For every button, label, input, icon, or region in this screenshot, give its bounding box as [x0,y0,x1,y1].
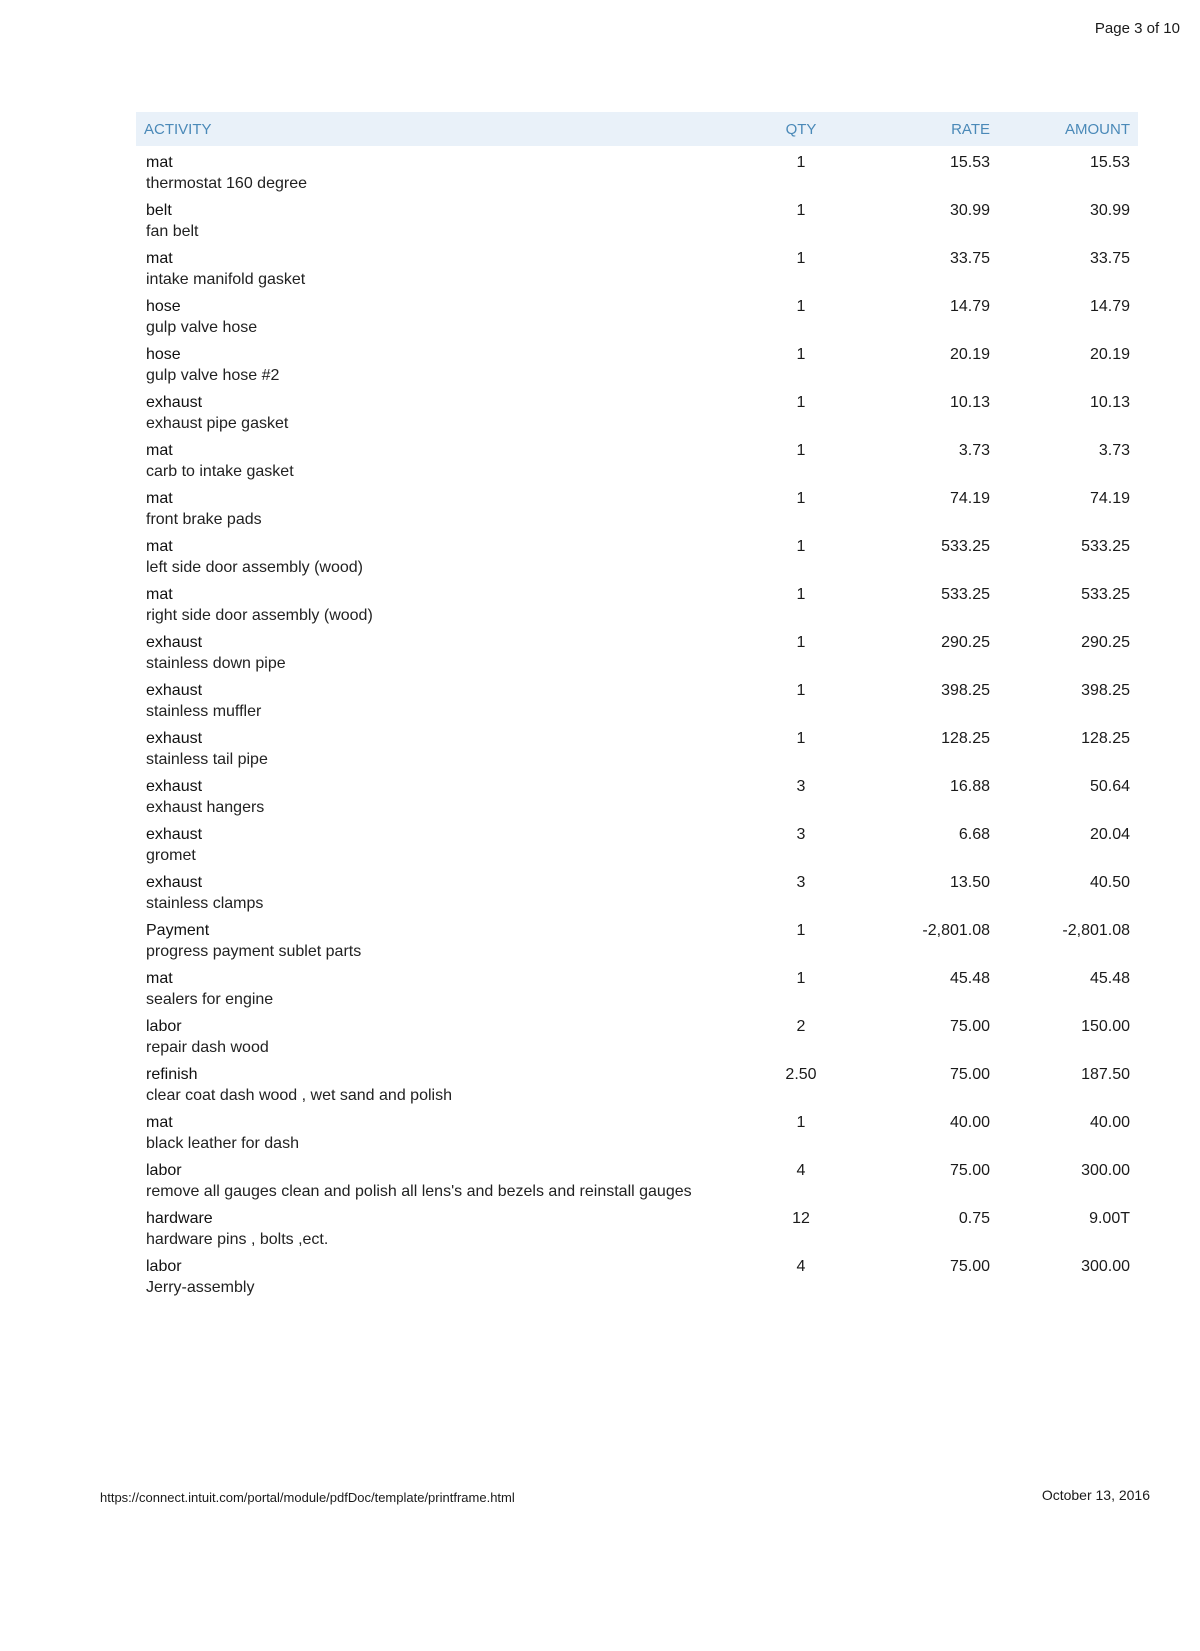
item-name: labor [146,1018,182,1035]
rate-cell: 45.48 [949,970,990,987]
item-description: left side door assembly (wood) [146,559,363,576]
footer-url: https://connect.intuit.com/portal/module/pdfDoc/template/printframe.html [100,1490,515,1505]
item-name: hose [146,346,181,363]
item-name: mat [146,250,173,267]
item-name: mat [146,490,173,507]
item-description: exhaust hangers [146,799,265,816]
item-name: exhaust [146,874,203,891]
amount-cell: 20.04 [1089,826,1130,843]
rate-cell: -2,801.08 [922,922,990,939]
item-description: gulp valve hose [146,319,258,336]
header-activity: ACTIVITY [144,120,212,138]
item-description: stainless clamps [146,895,264,912]
table-row [136,1016,1138,1058]
amount-cell: 290.25 [1081,634,1130,651]
qty-cell: 1 [796,394,806,411]
qty-cell: 1 [796,346,806,363]
item-name: mat [146,970,173,987]
amount-cell: 10.13 [1089,394,1130,411]
activity-cell [136,728,746,770]
qty-cell: 1 [796,442,806,459]
item-name: exhaust [146,394,203,411]
activity-cell [136,1208,746,1250]
item-description: intake manifold gasket [146,271,306,288]
qty-cell: 1 [796,586,806,603]
rate-cell: 75.00 [949,1258,990,1275]
table-row [136,1064,1138,1106]
rate-cell: 533.25 [941,586,990,603]
activity-cell [136,536,746,578]
item-description: exhaust pipe gasket [146,415,289,432]
table-row [136,152,1138,194]
activity-cell [136,824,746,866]
amount-cell: 128.25 [1081,730,1130,747]
amount-cell: 398.25 [1081,682,1130,699]
table-row [136,1256,1138,1298]
rate-cell: 15.53 [949,154,990,171]
table-row [136,968,1138,1010]
item-description: Jerry-assembly [146,1279,255,1296]
item-name: labor [146,1258,182,1275]
rate-cell: 33.75 [949,250,990,267]
rate-cell: 16.88 [949,778,990,795]
qty-cell: 3 [796,826,806,843]
rate-cell: 74.19 [949,490,990,507]
item-name: mat [146,586,173,603]
activity-cell [136,152,746,194]
item-description: fan belt [146,223,199,240]
qty-cell: 1 [796,154,806,171]
table-row [136,872,1138,914]
amount-cell: 533.25 [1081,538,1130,555]
item-description: gromet [146,847,196,864]
activity-cell [136,344,746,386]
amount-cell: 20.19 [1089,346,1130,363]
qty-cell: 1 [796,202,806,219]
rate-cell: 3.73 [958,442,990,459]
table-row [136,1208,1138,1250]
activity-cell [136,392,746,434]
item-description: black leather for dash [146,1135,299,1152]
amount-cell: 3.73 [1098,442,1130,459]
rate-cell: 75.00 [949,1066,990,1083]
qty-cell: 1 [796,1114,806,1131]
table-row [136,680,1138,722]
table-row [136,920,1138,962]
activity-cell [136,776,746,818]
activity-cell [136,680,746,722]
activity-cell [136,440,746,482]
header-qty: QTY [785,120,817,138]
page-number: Page 3 of 10 [1094,20,1180,37]
rate-cell: 0.75 [958,1210,990,1227]
table-row [136,488,1138,530]
rate-cell: 13.50 [949,874,990,891]
item-name: belt [146,202,172,219]
activity-cell [136,248,746,290]
item-description: repair dash wood [146,1039,269,1056]
rate-cell: 40.00 [949,1114,990,1131]
item-description: right side door assembly (wood) [146,607,373,624]
item-description: thermostat 160 degree [146,175,307,192]
rate-cell: 75.00 [949,1162,990,1179]
qty-cell: 2 [796,1018,806,1035]
activity-cell [136,1112,746,1154]
item-name: exhaust [146,634,203,651]
amount-cell: 533.25 [1081,586,1130,603]
rate-cell: 14.79 [949,298,990,315]
qty-cell: 1 [796,682,806,699]
table-row [136,392,1138,434]
qty-cell: 1 [796,634,806,651]
activity-cell [136,1256,746,1298]
activity-cell [136,1064,746,1106]
item-name: hardware [146,1210,213,1227]
table-row [136,440,1138,482]
table-row [136,1160,1138,1202]
amount-cell: 9.00T [1089,1210,1130,1227]
qty-cell: 3 [796,778,806,795]
item-description: gulp valve hose #2 [146,367,280,384]
amount-cell: 300.00 [1081,1162,1130,1179]
amount-cell: 15.53 [1089,154,1130,171]
qty-cell: 4 [796,1258,806,1275]
qty-cell: 1 [796,490,806,507]
amount-cell: 40.50 [1089,874,1130,891]
table-body [136,152,1138,1298]
item-description: stainless tail pipe [146,751,268,768]
table-row [136,248,1138,290]
amount-cell: 150.00 [1081,1018,1130,1035]
table-header [136,112,1138,146]
amount-cell: 300.00 [1081,1258,1130,1275]
table-row [136,632,1138,674]
table-row [136,344,1138,386]
activity-cell [136,920,746,962]
amount-cell: 33.75 [1089,250,1130,267]
qty-cell: 1 [796,922,806,939]
item-name: labor [146,1162,182,1179]
amount-cell: 50.64 [1089,778,1130,795]
qty-cell: 3 [796,874,806,891]
item-name: mat [146,1114,173,1131]
table-row [136,1112,1138,1154]
item-description: remove all gauges clean and polish all lens's and bezels and reinstall gauges [146,1183,692,1200]
rate-cell: 20.19 [949,346,990,363]
rate-cell: 6.68 [958,826,990,843]
table-row [136,728,1138,770]
rate-cell: 75.00 [949,1018,990,1035]
item-description: carb to intake gasket [146,463,294,480]
rate-cell: 290.25 [941,634,990,651]
item-name: mat [146,154,173,171]
table-row [136,200,1138,242]
header-rate: RATE [951,120,990,138]
qty-cell: 1 [796,730,806,747]
rate-cell: 398.25 [941,682,990,699]
qty-cell: 4 [796,1162,806,1179]
amount-cell: 14.79 [1089,298,1130,315]
item-name: hose [146,298,181,315]
activity-cell [136,1160,746,1202]
amount-cell: 45.48 [1089,970,1130,987]
item-name: refinish [146,1066,198,1083]
activity-cell [136,872,746,914]
rate-cell: 533.25 [941,538,990,555]
footer-date: October 13, 2016 [1041,1487,1150,1503]
item-name: mat [146,442,173,459]
activity-cell [136,296,746,338]
qty-cell: 2.50 [785,1066,817,1083]
item-name: mat [146,538,173,555]
qty-cell: 1 [796,538,806,555]
qty-cell: 1 [796,298,806,315]
item-description: clear coat dash wood , wet sand and polish [146,1087,452,1104]
item-name: Payment [146,922,210,939]
activity-cell [136,968,746,1010]
item-name: exhaust [146,730,203,747]
activity-cell [136,1016,746,1058]
item-description: sealers for engine [146,991,274,1008]
header-amount: AMOUNT [1065,120,1130,138]
item-name: exhaust [146,826,203,843]
item-name: exhaust [146,682,203,699]
qty-cell: 1 [796,970,806,987]
qty-cell: 12 [792,1210,810,1227]
activity-cell [136,632,746,674]
table-row [136,824,1138,866]
rate-cell: 128.25 [941,730,990,747]
amount-cell: 74.19 [1089,490,1130,507]
amount-cell: 30.99 [1089,202,1130,219]
invoice-table [136,112,1138,1298]
item-description: stainless down pipe [146,655,286,672]
item-description: progress payment sublet parts [146,943,362,960]
table-row [136,296,1138,338]
activity-cell [136,200,746,242]
amount-cell: 40.00 [1089,1114,1130,1131]
amount-cell: 187.50 [1081,1066,1130,1083]
table-row [136,584,1138,626]
rate-cell: 30.99 [949,202,990,219]
item-name: exhaust [146,778,203,795]
activity-cell [136,488,746,530]
item-description: hardware pins , bolts ,ect. [146,1231,329,1248]
qty-cell: 1 [796,250,806,267]
activity-cell [136,584,746,626]
rate-cell: 10.13 [949,394,990,411]
amount-cell: -2,801.08 [1062,922,1130,939]
table-row [136,776,1138,818]
table-row [136,536,1138,578]
item-description: front brake pads [146,511,262,528]
item-description: stainless muffler [146,703,262,720]
